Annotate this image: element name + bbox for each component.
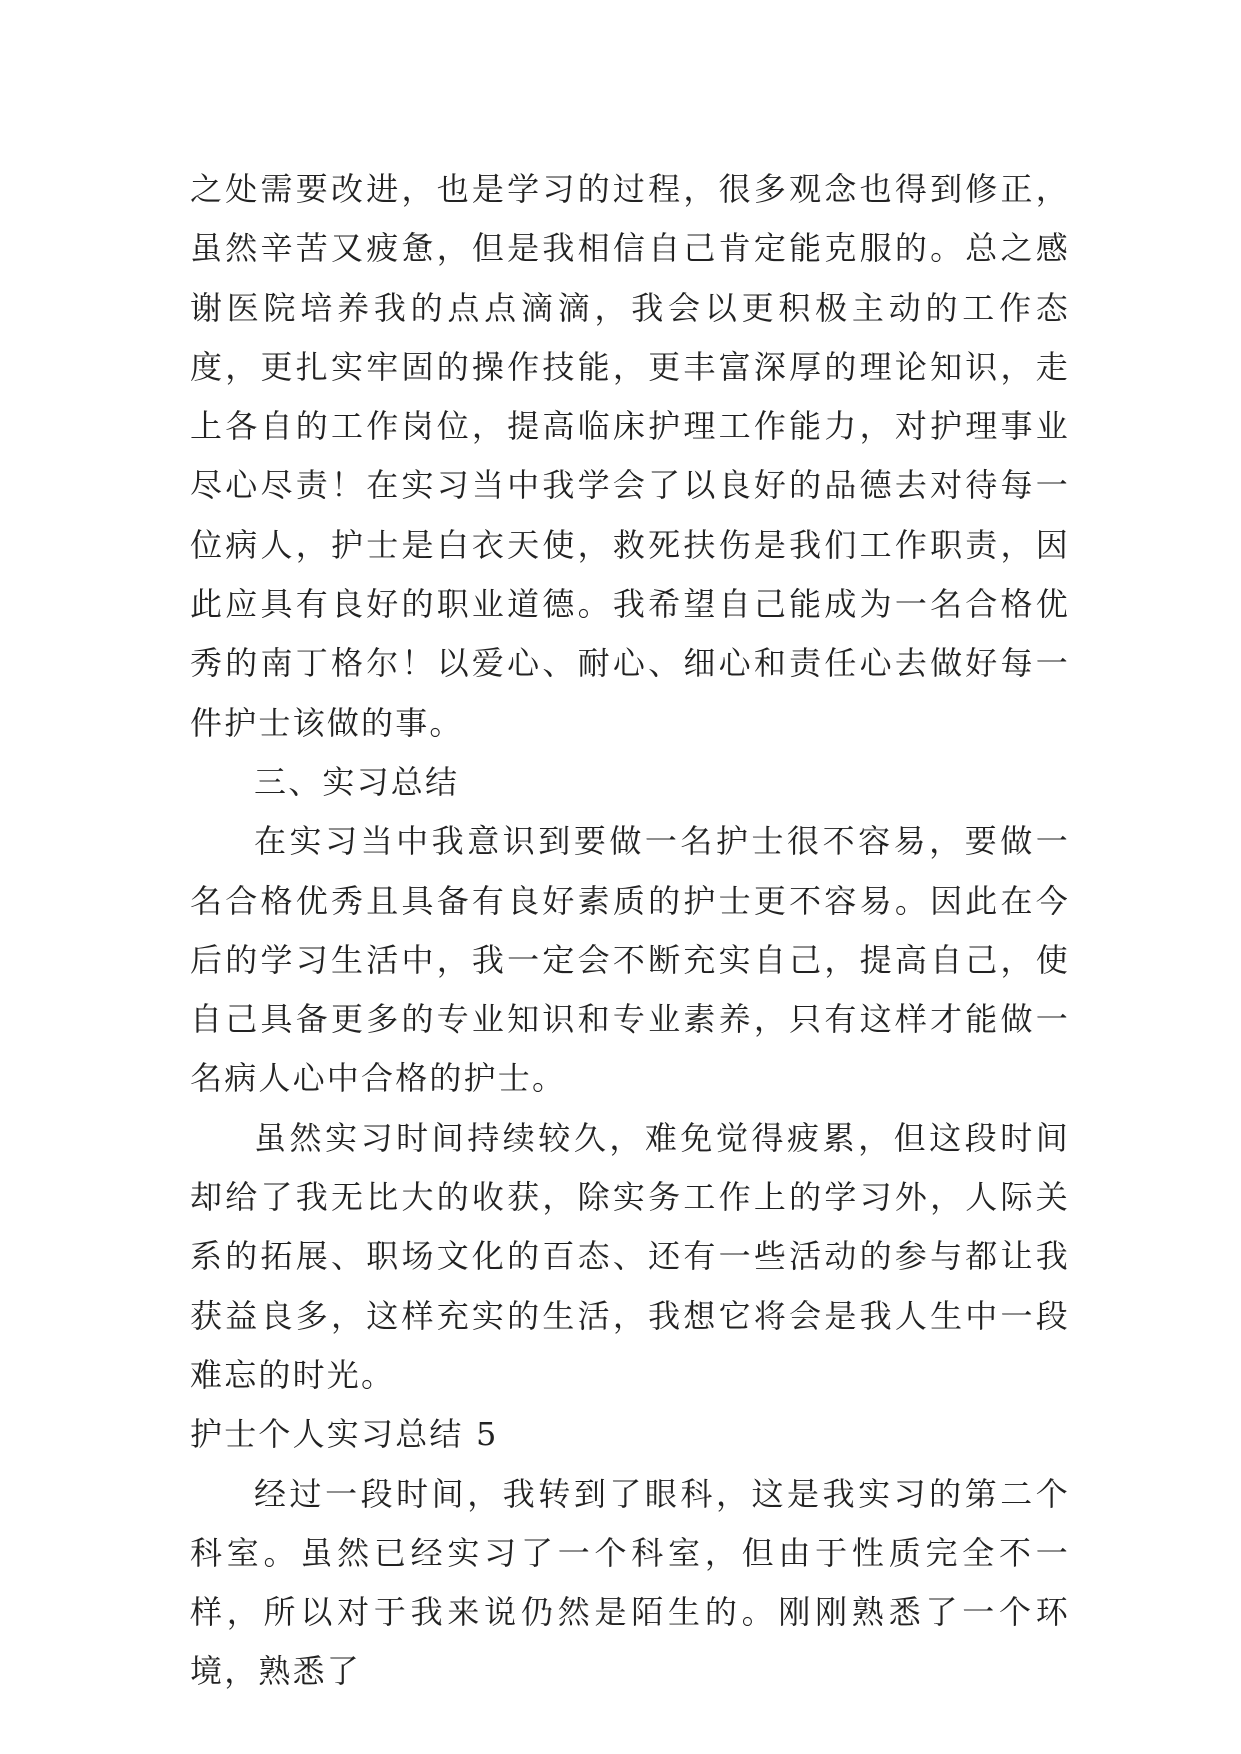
body-paragraph: 经过一段时间，我转到了眼科，这是我实习的第二个科室。虽然已经实习了一个科室，但由于性质完全不一样，所以对于我来说仍然是陌生的。刚刚熟悉了一个环境，熟悉了 <box>190 1474 1070 1691</box>
document-heading: 护士个人实习总结 5 <box>190 1415 499 1454</box>
body-paragraph: 在实习当中我意识到要做一名护士很不容易，要做一名合格优秀且具备有良好素质的护士更不容易。因此在今后的学习生活中，我一定会不断充实自己，提高自己，使自己具备更多的专业知识和专业素养，只有这样才能做一名病人心中合格的护士。 <box>190 822 1070 1098</box>
section-heading-summary: 三、实习总结 <box>254 762 460 801</box>
body-paragraph: 之处需要改进，也是学习的过程，很多观念也得到修正，虽然辛苦又疲惫，但是我相信自己肯定能克服的。总之感谢医院培养我的点点滴滴，我会以更积极主动的工作态度，更扎实牢固的操作技能，更丰富深厚的理论知识，走上各自的工作岗位，提高临床护理工作能力，对护理事业尽心尽责！在实习当中我学会了以良好的品德去对待每一位病人，护士是白衣天使，救死扶伤是我们工作职责，因此应具有良好的职业道德。我希望自己能成为一名合格优秀的南丁格尔！以爱心、耐心、细心和责任心去做好每一件护士该做的事。 <box>190 170 1070 742</box>
body-paragraph: 虽然实习时间持续较久，难免觉得疲累，但这段时间却给了我无比大的收获，除实务工作上的学习外，人际关系的拓展、职场文化的百态、还有一些活动的参与都让我获益良多，这样充实的生活，我想它将会是我人生中一段难忘的时光。 <box>190 1118 1070 1394</box>
document-body <box>190 160 1070 1702</box>
